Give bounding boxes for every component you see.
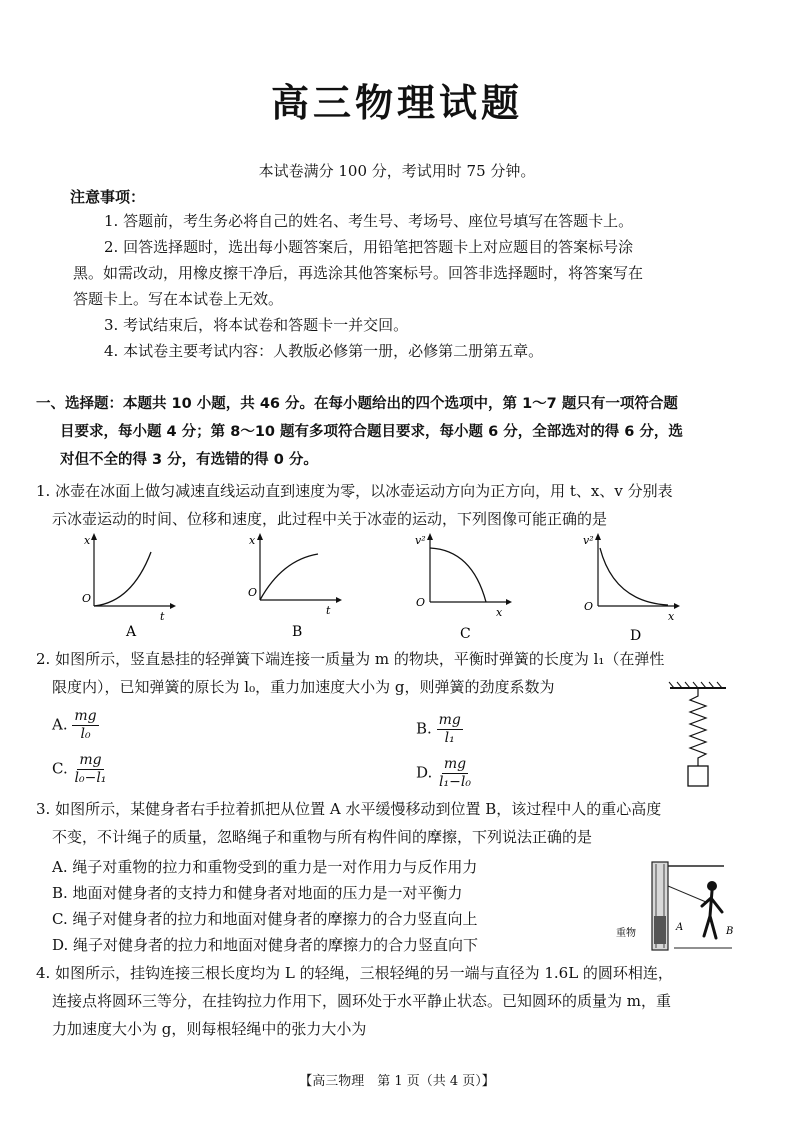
notice-item: 1. 答题前，考生务必将自己的姓名、考生号、考场号、座位号填写在答题卡上。 bbox=[104, 212, 634, 230]
spring-figure bbox=[664, 680, 734, 792]
position-a-label: A bbox=[676, 922, 684, 933]
graph-d-origin: O bbox=[584, 600, 594, 613]
q2-option-d: D. $\frac{mg}{\text{l₁−l₀}}$ bbox=[416, 756, 471, 790]
graph-c-label: C bbox=[460, 626, 471, 640]
question-2-text: 2. 如图所示，竖直悬挂的轻弹簧下端连接一质量为 m 的物块，平衡时弹簧的长度为 l₁（在弹性 bbox=[36, 650, 665, 668]
page-title: 高三物理试题 bbox=[270, 81, 523, 125]
graph-b-xaxis: t bbox=[326, 604, 331, 617]
question-2-text: 限度内），已知弹簧的原长为 l₀，重力加速度大小为 g，则弹簧的劲度系数为 bbox=[52, 678, 555, 696]
notice-item: 3. 考试结束后，将本试卷和答题卡一并交回。 bbox=[104, 316, 409, 334]
q3-option-b: B. 地面对健身者的支持力和健身者对地面的压力是一对平衡力 bbox=[52, 884, 463, 902]
graph-a-origin: O bbox=[82, 592, 92, 605]
graph-a-yaxis: x bbox=[84, 534, 91, 547]
q3-option-c: C. 绳子对健身者的拉力和地面对健身者的摩擦力的合力竖直向上 bbox=[52, 910, 478, 928]
graph-c-xaxis: x bbox=[496, 606, 503, 619]
section-instructions: 一、选择题：本题共 10 小题，共 46 分。在每小题给出的四个选项中，第 1～7 题只有一项符合题 bbox=[36, 396, 678, 412]
graph-d-xaxis: x bbox=[668, 610, 675, 623]
graph-a bbox=[78, 530, 178, 640]
notice-item: 2. 回答选择题时，选出每小题答案后，用铅笔把答题卡上对应题目的答案标号涂 bbox=[104, 238, 634, 256]
question-3-text: 不变，不计绳子的质量，忽略绳子和重物与所有构件间的摩擦，下列说法正确的是 bbox=[52, 828, 593, 846]
q3-option-d: D. 绳子对健身者的拉力和地面对健身者的摩擦力的合力竖直向下 bbox=[52, 936, 479, 954]
graph-a-xaxis: t bbox=[160, 610, 165, 623]
question-4-text: 力加速度大小为 g，则每根轻绳中的张力大小为 bbox=[52, 1020, 367, 1038]
graph-d-yaxis: v² bbox=[583, 534, 594, 547]
notice-item: 答题卡上。写在本试卷上无效。 bbox=[73, 290, 284, 308]
page-footer: 【高三物理 第 1 页（共 4 页）】 bbox=[299, 1074, 495, 1089]
graph-d-label: D bbox=[630, 628, 642, 640]
question-4-text: 连接点将圆环三等分，在挂钩拉力作用下，圆环处于水平静止状态。已知圆环的质量为 m，重 bbox=[52, 992, 671, 1010]
notice-heading: 注意事项： bbox=[70, 188, 146, 206]
q3-option-a: A. 绳子对重物的拉力和重物受到的重力是一对作用力与反作用力 bbox=[52, 858, 478, 876]
section-instructions: 对但不全的得 3 分，有选错的得 0 分。 bbox=[60, 452, 318, 468]
graph-a-label: A bbox=[126, 624, 137, 640]
weight-label: 重物 bbox=[616, 928, 636, 939]
graph-c-yaxis: v² bbox=[415, 534, 426, 547]
graph-c bbox=[414, 530, 514, 640]
position-b-label: B bbox=[726, 926, 734, 937]
gym-figure bbox=[612, 856, 742, 956]
notice-item: 4. 本试卷主要考试内容：人教版必修第一册，必修第二册第五章。 bbox=[104, 342, 544, 360]
graph-b-yaxis: x bbox=[249, 534, 256, 547]
graph-b-origin: O bbox=[248, 586, 258, 599]
graph-b-label: B bbox=[292, 624, 303, 640]
question-1-text: 示冰壶运动的时间、位移和速度，此过程中关于冰壶的运动，下列图像可能正确的是 bbox=[52, 510, 608, 528]
question-3-text: 3. 如图所示，某健身者右手拉着抓把从位置 A 水平缓慢移动到位置 B，该过程中人的重心高度 bbox=[36, 800, 662, 818]
graph-b bbox=[244, 530, 344, 640]
notice-item: 黑。如需改动，用橡皮擦干净后，再选涂其他答案标号。回答非选择题时，将答案写在 bbox=[73, 264, 644, 282]
section-instructions: 目要求，每小题 4 分；第 8～10 题有多项符合题目要求，每小题 6 分，全部选对的得 6 分，选 bbox=[60, 424, 683, 440]
question-1-text: 1. 冰壶在冰面上做匀减速直线运动直到速度为零，以冰壶运动方向为正方向，用 t、x、v 分别表 bbox=[36, 482, 673, 500]
graph-c-origin: O bbox=[416, 596, 426, 609]
q2-option-a: A. $\frac{mg}{\text{l₀}}$ bbox=[52, 708, 97, 742]
question-4-text: 4. 如图所示，挂钩连接三根长度均为 L 的轻绳，三根轻绳的另一端与直径为 1.6L 的圆环相连， bbox=[36, 964, 673, 982]
exam-info: 本试卷满分 100 分，考试用时 75 分钟。 bbox=[258, 162, 536, 180]
q2-option-b: B. $\frac{mg}{\text{l₁}}$ bbox=[416, 712, 461, 746]
q2-option-c: C. $\frac{mg}{\text{l₀−l₁}}$ bbox=[52, 752, 107, 786]
graph-d bbox=[582, 530, 682, 640]
